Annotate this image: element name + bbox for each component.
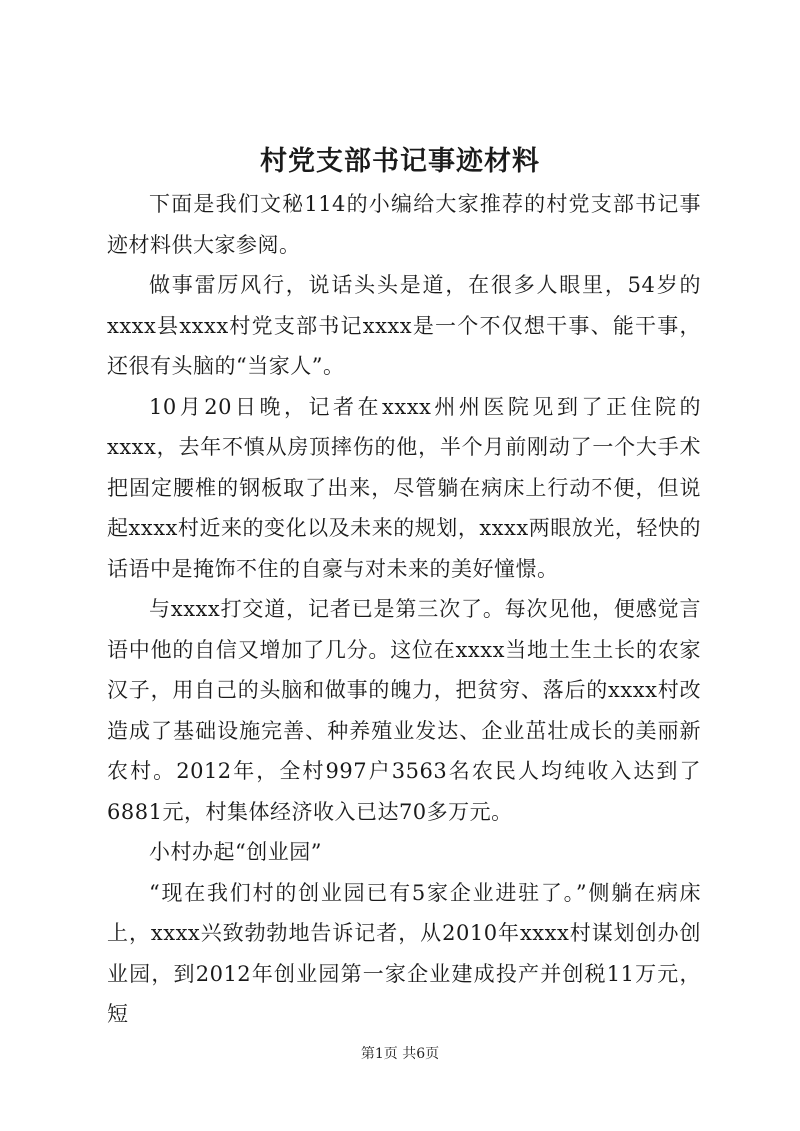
paragraph-industrial-park: “现在我们村的创业园已有5家企业进驻了。”侧躺在病床上，xxxx兴致勃勃地告诉记者，从2010年xxxx村谋划创办创业园，到2012年创业园第一家企业建成投产并创税11万元，短	[107, 880, 701, 1026]
paragraph-village-change: 与xxxx打交道，记者已是第三次了。每次见他，便感觉言语中他的自信又增加了几分。这位在xxxx当地土生土长的农家汉子，用自己的头脑和做事的魄力，把贫穷、落后的xxxx村改造成了基础设施完善、种养殖业发达、企业茁壮成长的美丽新农村。2012年，全村997户3563名农民人均纯收入达到了6881元，村集体经济收入已达70多万元。	[107, 597, 701, 824]
paragraph-hospital-visit: 10月20日晚，记者在xxxx州州医院见到了正住院的xxxx，去年不慎从房顶摔伤的他，半个月前刚动了一个大手术把固定腰椎的钢板取了出来，尽管躺在病床上行动不便，但说起xxxx村近来的变化以及未来的规划，xxxx两眼放光，轻快的话语中是掩饰不住的自豪与对未来的美好憧憬。	[107, 394, 701, 581]
document-title: 村党支部书记事迹材料	[260, 146, 540, 177]
section-heading: 小村办起“创业园”	[149, 840, 322, 864]
paragraph-description: 做事雷厉风行，说话头头是道，在很多人眼里，54岁的xxxx县xxxx村党支部书记xxxx是一个不仅想干事、能干事，还很有头脑的“当家人”。	[107, 273, 701, 378]
paragraph-intro: 下面是我们文秘114的小编给大家推荐的村党支部书记事迹材料供大家参阅。	[107, 192, 701, 257]
document-body	[107, 184, 701, 1035]
page-number-footer: 第1页 共6页	[360, 1046, 440, 1062]
